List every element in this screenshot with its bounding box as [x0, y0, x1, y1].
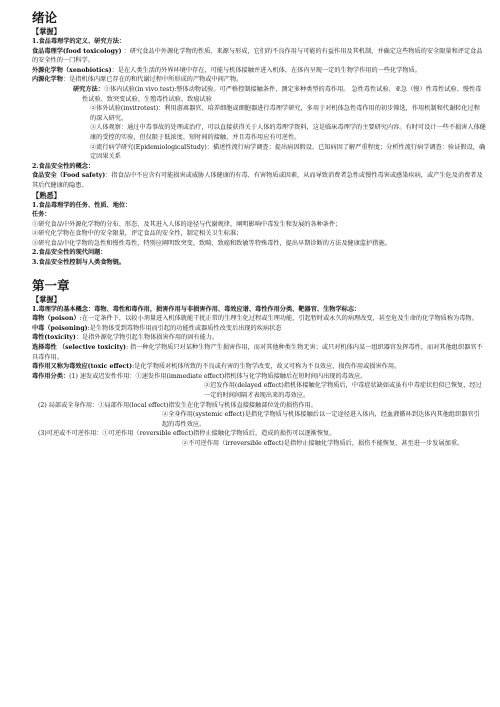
heading-tasks: 1.食品毒理学的任务、性质、地位：	[32, 201, 132, 209]
classification-item: ②不可逆作用（irreversible effect)是指停止接触化学物质后，损伤不能恢复，甚至进一步发展加重。	[182, 439, 464, 447]
heading-food-safety: 2.食品安全性的概念：	[32, 162, 95, 170]
term: 毒性(toxicity)	[32, 334, 76, 342]
paragraph-poison	[32, 314, 486, 324]
term-text: ①体内试验(in vivo test):整体动物试验。可严格控制接触条件，测定多种类型的毒作用。 急性毒性试验、亚急（慢）性毒性试验、慢性毒性试验、致突变试验、生殖毒性试验、致癌试验	[82, 85, 482, 103]
term: 食品安全（Food safety)	[32, 172, 106, 180]
paragraph-method-1	[32, 85, 486, 104]
paragraph-endogenous	[32, 75, 486, 85]
heading-basic-concepts: 1.毒理学的基本概念：毒物、毒性和毒作用，损害作用与非损害作用、毒效应谱、毒性作用分类、靶器官、生物学标志：	[32, 305, 361, 313]
term-text: ：是指外源化学物引起生物体损害作用的固有能力。	[75, 334, 219, 342]
term: 毒作用分类：	[32, 372, 70, 380]
heading-food-chain: 3.食品安全性控制与人类食物链。	[32, 259, 126, 267]
paragraph-toxicity	[32, 333, 486, 343]
term-text: ：是在人类生活的外界环境中存在、可能与机体接触并进入机体，在体内呈现一定的生物学作用的一些化学物质。	[111, 66, 421, 74]
paragraph-poisoning	[32, 324, 486, 334]
paragraph-xenobiotics	[32, 66, 486, 76]
class-head: (2) 局部或全身作用：	[38, 401, 99, 409]
paragraph-classification-2	[32, 401, 486, 411]
task-item-1: ①研究食品中外源化学物的分布、形态、及其进入人体的途径与代谢规律，阐明影响中毒发生和发展的各种条件；	[32, 220, 342, 228]
paragraph-food-toxicology	[32, 47, 486, 66]
term-text: ：是指机体内原已存在的和代谢过程中所形成的产物或中间产物。	[62, 76, 243, 84]
term-text: ：指食品中不应含有可能损害或威胁人体健康的有毒、有害物质或因素，从而导致消费者急性或慢性毒害或感染疾病，或产生危及消费者及其后代健康的隐患。	[32, 172, 483, 189]
term: 毒作用又称为毒效应(toxic effect)	[32, 363, 133, 371]
term-text: :是化学物质对机体所致的不良或有害的生物学改变，故又可称为不良效应、损伤作用或损害作用。	[132, 363, 401, 371]
term: 研究方法：	[73, 85, 104, 93]
tasks-label: 任务：	[32, 211, 51, 219]
master-tag: 【掌握】	[32, 294, 61, 304]
paragraph-method-4: ④流行病学研究(EpidemiologicalStudy)：描述性流行病学调查；提出病因假设、已知病因了解严重程度；分析性流行病学调查：验证假设，确定因果关系	[90, 143, 486, 161]
class-head: (3)可逆或不可逆作用：	[38, 430, 103, 438]
term: 内源化学物	[32, 76, 63, 84]
paragraph-method-3: ③人体观察：通过中毒事故的处理或治疗，可以直接获得关于人体的毒理学资料，这是临床毒理学的主要研究内容。有时可设计一些不损害人体健康的受控的实验，但仅限于低浓度、短时间的接触，并且毒作用应有可逆性。	[90, 124, 486, 141]
term: 毒物（poison）	[32, 315, 80, 323]
term: 外源化学物（xenobiotics)	[32, 66, 112, 74]
paragraph-method-2: ②体外试验(invitrotest)：利用游离器官、培养细胞或细胞器进行毒理学研究，多用于对机体急性毒作用的初步筛选，作用机制和代谢转化过程的深入研究。	[90, 105, 480, 122]
class-item: ①局部作用(local effect)指发生在化学物质与机体直接接触部位处的损伤作用。	[98, 401, 317, 409]
term: 食品毒理学(food toxicology)	[32, 47, 124, 55]
term-text: :在一定条件下，以较小剂量进入机体就能干扰正常的生理生化过程或生理功能，引起暂时或永久的病理改变，甚至危及生命的化学物质称为毒物。	[79, 315, 478, 323]
heading-definition-methods: 1.食品毒理学的定义、研究方法：	[32, 38, 126, 45]
term: 中毒（poisoning)	[32, 324, 88, 332]
term-text: ：研究食品中外源化学物的性质、来源与形成，它们的不良作用与可能的有益作用及其机制，并确定这些物质的安全限量和评定食品的安全性的一门科学。	[32, 47, 483, 65]
classification-item: ②迟发作用(delayed effect)指机体接触化学物质后，中毒症状缺如或虽有中毒症状但似已恢复，经过一定的时间间隔才表现出来的毒效应。	[204, 382, 482, 399]
classification-item: ②全身作用(systemic effect)是指化学物质与机体接触后以一定途径进入体内，经血液循环到达体内其他组织器官引起的毒性效应。	[162, 411, 480, 428]
term-text: :是生物体受到毒物作用而引起的功能性或器质性改变后出现的疾病状态	[87, 324, 282, 332]
master-tag: 【掌握】	[32, 27, 61, 36]
term-text: : 指一种化学物质只对某种生物产生损害作用，而对其他种类生物无害；或只对机体内某一组织器官发挥毒性，而对其他组织器官不具毒作用。	[32, 344, 483, 361]
chapter-title-one: 第一章	[32, 277, 70, 293]
paragraph-selective-toxicity	[32, 343, 486, 362]
task-item-3: ③研究食品中化学物的急性和慢性毒性，特别应阐明致突变、致畸、致癌和致敏等特殊毒性，提出早期诊断的方法及健康监护措施。	[32, 239, 391, 247]
class-item: ①速发作用(immediate effect)指机体与化学物质接触后在短时间内出现的毒效应。	[135, 372, 367, 380]
paragraph-classification-3	[32, 429, 486, 439]
paragraph-food-safety	[32, 171, 486, 190]
term: 选择毒性 （selective toxicity)	[32, 344, 126, 352]
paragraph-classification-1	[32, 372, 486, 382]
task-item-2: ②研究化学物在食物中的安全限量，评定食品的安全性，制定相关卫生标准；	[32, 230, 243, 238]
familiar-tag: 【熟悉】	[32, 190, 61, 200]
paragraph-toxic-effect	[32, 362, 486, 372]
chapter-title-intro: 绪论	[32, 10, 58, 25]
class-head: (1) 速发或迟发性作用：	[69, 372, 136, 380]
heading-modern-issues: 2.食品安全性的现代问题：	[32, 249, 107, 257]
class-item: ①可逆作用（reversible effect)指停止接触化学物质后，造成的损伤可以逐渐恢复。	[102, 430, 336, 438]
